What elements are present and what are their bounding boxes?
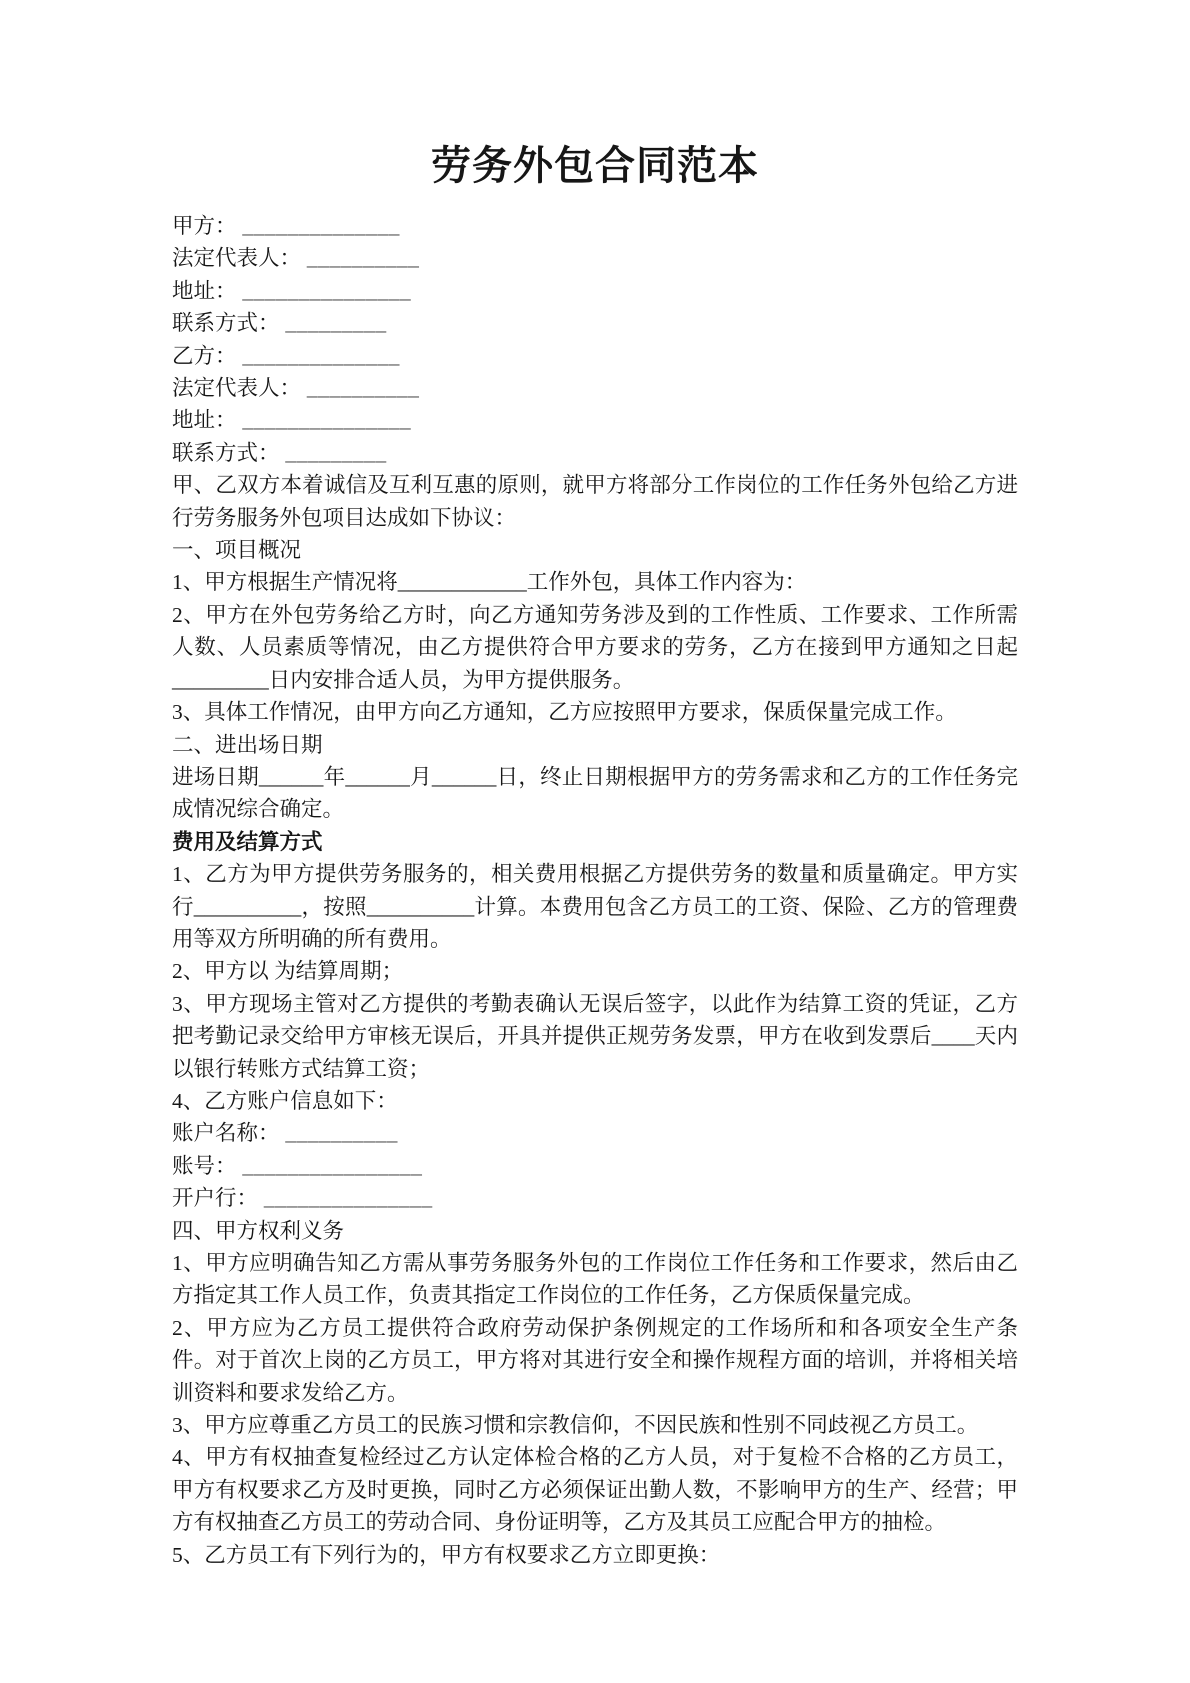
field-party-b-address <box>172 404 1018 436</box>
document-title: 劳务外包合同范本 <box>431 143 759 188</box>
field-label: 甲方： <box>172 214 237 238</box>
blank-line: _______________ <box>236 408 412 433</box>
blank-line: _________ <box>279 440 387 465</box>
blank-line: _________ <box>279 311 387 336</box>
field-label: 联系方式： <box>172 311 280 336</box>
field-label: 联系方式： <box>172 440 280 465</box>
blank-line: _______________ <box>236 278 412 303</box>
field-label: 地址： <box>172 278 237 303</box>
field-label: 账户名称： <box>172 1121 280 1146</box>
preamble: 甲、乙双方本着诚信及互利互惠的原则，就甲方将部分工作岗位的工作任务外包给乙方进行劳务服务外包项目达成如下协议： <box>172 473 1018 530</box>
field-party-b-name <box>172 340 1018 372</box>
section-4-heading: 四、甲方权利义务 <box>172 1218 345 1243</box>
fees-heading: 费用及结算方式 <box>172 829 323 854</box>
clause-4-4: 4、甲方有权抽查复检经过乙方认定体检合格的乙方人员，对于复检不合格的乙方员工，甲方有权要求乙方及时更换，同时乙方必须保证出勤人数，不影响甲方的生产、经营；甲方有权抽查乙方员工的劳动合同、身份证明等，乙方及其员工应配合甲方的抽检。 <box>172 1445 1018 1535</box>
clause-4-2: 2、甲方应为乙方员工提供符合政府劳动保护条例规定的工作场所和和各项安全生产条件。对于首次上岗的乙方员工，甲方将对其进行安全和操作规程方面的培训，并将相关培训资料和要求发给乙方。 <box>172 1315 1018 1405</box>
field-party-a-name <box>172 210 1018 242</box>
field-party-a-contact <box>172 307 1018 339</box>
field-account-bank <box>172 1182 1018 1214</box>
field-party-b-contact <box>172 437 1018 469</box>
blank-line: __________ <box>301 376 420 401</box>
clause-3-3: 3、甲方现场主管对乙方提供的考勤表确认无误后签字，以此作为结算工资的凭证，乙方把考勤记录交给甲方审核无误后，开具并提供正规劳务发票，甲方在收到发票后____天内以银行转账方式结算工资； <box>172 991 1018 1081</box>
field-party-a-legal-rep <box>172 242 1018 274</box>
field-label: 法定代表人： <box>172 246 302 271</box>
clause-2-1: 进场日期______年______月______日，终止日期根据甲方的劳务需求和乙方的工作任务完成情况综合确定。 <box>172 764 1018 822</box>
clause-4-1: 1、甲方应明确告知乙方需从事劳务服务外包的工作岗位工作任务和工作要求，然后由乙方指定其工作人员工作，负责其指定工作岗位的工作任务，乙方保质保量完成。 <box>172 1251 1018 1308</box>
blank-line: __________ <box>301 246 420 271</box>
blank-line: ______________ <box>236 214 400 238</box>
clause-4-5: 5、乙方员工有下列行为的，甲方有权要求乙方立即更换： <box>172 1542 721 1567</box>
field-party-a-address <box>172 275 1018 307</box>
clause-3-1: 1、乙方为甲方提供劳务服务的，相关费用根据乙方提供劳务的数量和质量确定。甲方实行__________，按照__________计算。本费用包含乙方员工的工资、保险、乙方的管理费用等双方所明确的所有费用。 <box>172 862 1018 951</box>
section-1-heading: 一、项目概况 <box>172 538 302 563</box>
field-label: 法定代表人： <box>172 376 302 401</box>
field-party-b-legal-rep <box>172 372 1018 404</box>
field-account-name <box>172 1117 1018 1149</box>
blank-line: ______________ <box>236 343 400 368</box>
clause-4-3: 3、甲方应尊重乙方员工的民族习惯和宗教信仰，不因民族和性别不同歧视乙方员工。 <box>172 1413 979 1438</box>
blank-line: __________ <box>279 1121 398 1146</box>
clause-1-3: 3、具体工作情况，由甲方向乙方通知，乙方应按照甲方要求，保质保量完成工作。 <box>172 700 957 725</box>
field-account-number <box>172 1150 1018 1182</box>
field-label: 开户行： <box>172 1186 259 1211</box>
blank-line: ________________ <box>236 1153 423 1178</box>
clause-1-1: 1、甲方根据生产情况将____________工作外包，具体工作内容为： <box>172 570 807 595</box>
field-label: 地址： <box>172 408 237 433</box>
section-2-heading: 二、进出场日期 <box>172 732 323 757</box>
field-label: 乙方： <box>172 343 237 368</box>
clause-3-2: 2、甲方以 为结算周期； <box>172 959 404 984</box>
clause-3-4: 4、乙方账户信息如下： <box>172 1088 398 1113</box>
clause-1-2: 2、甲方在外包劳务给乙方时，向乙方通知劳务涉及到的工作性质、工作要求、工作所需人数、人员素质等情况，由乙方提供符合甲方要求的劳务，乙方在接到甲方通知之日起_________日内安排合适人员，为甲方提供服务。 <box>172 602 1018 692</box>
field-label: 账号： <box>172 1153 237 1178</box>
blank-line: _______________ <box>258 1186 433 1211</box>
